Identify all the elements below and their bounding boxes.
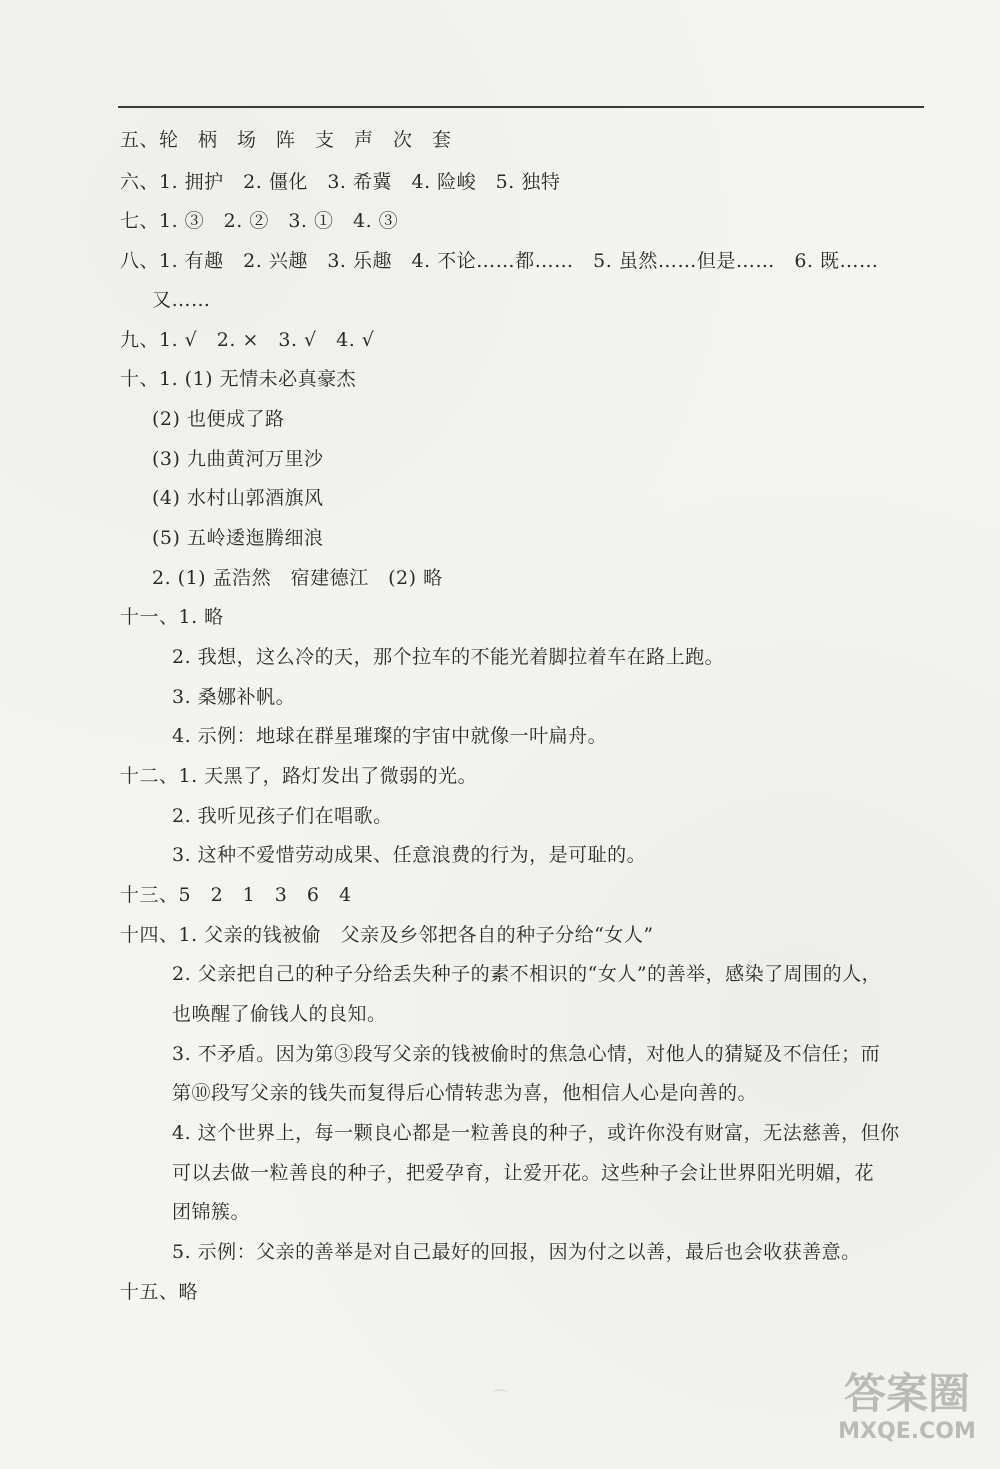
answer-line-6: 六、1. 拥护 2. 僵化 3. 希冀 4. 险峻 5. 独特 bbox=[120, 171, 561, 193]
answer-line-15: 十五、略 bbox=[120, 1281, 199, 1303]
answer-line-5: 五、轮 柄 场 阵 支 声 次 套 bbox=[120, 129, 452, 151]
answer-line-12-3: 3. 这种不爱惜劳动成果、任意浪费的行为，是可耻的。 bbox=[172, 844, 647, 866]
answer-line-14-2-cont: 也唤醒了偷钱人的良知。 bbox=[172, 1003, 387, 1025]
answer-line-10-1-1: 十、1. (1) 无情未必真豪杰 bbox=[120, 368, 357, 390]
page-number-mark: ⌒ bbox=[491, 1388, 508, 1407]
answer-line-11-1: 十一、1. 略 bbox=[120, 606, 224, 628]
site-watermark bbox=[822, 1369, 992, 1459]
answer-line-14-5: 5. 示例：父亲的善举是对自己最好的回报，因为付之以善，最后也会收获善意。 bbox=[172, 1241, 861, 1263]
answer-line-10-1-5: (5) 五岭逶迤腾细浪 bbox=[152, 527, 324, 549]
answer-line-8-cont: 又…… bbox=[152, 289, 211, 311]
answer-line-10-1-4: (4) 水村山郭酒旗风 bbox=[152, 487, 324, 509]
answer-line-12-1: 十二、1. 天黑了，路灯发出了微弱的光。 bbox=[120, 765, 478, 787]
answer-line-11-2: 2. 我想，这么冷的天，那个拉车的不能光着脚拉着车在路上跑。 bbox=[172, 646, 725, 668]
header-rule bbox=[118, 106, 924, 108]
answer-line-8: 八、1. 有趣 2. 兴趣 3. 乐趣 4. 不论……都…… 5. 虽然……但是…… 6. 既…… bbox=[120, 250, 879, 272]
watermark-logo-text: 答案圈 bbox=[843, 1369, 970, 1418]
answer-line-10-2: 2. (1) 孟浩然 宿建德江 (2) 略 bbox=[152, 567, 443, 589]
answer-line-9: 九、1. √ 2. × 3. √ 4. √ bbox=[120, 329, 375, 351]
answer-line-12-2: 2. 我听见孩子们在唱歌。 bbox=[172, 805, 393, 827]
answer-line-14-3: 3. 不矛盾。因为第③段写父亲的钱被偷时的焦急心情，对他人的猜疑及不信任；而 bbox=[172, 1043, 881, 1065]
answer-line-14-2: 2. 父亲把自己的种子分给丢失种子的素不相识的“女人”的善举，感染了周围的人， bbox=[172, 963, 882, 985]
answer-line-14-4-cont: 可以去做一粒善良的种子，把爱孕育，让爱开花。这些种子会让世界阳光明媚，花 bbox=[172, 1162, 875, 1184]
answer-line-14-4-end: 团锦簇。 bbox=[172, 1201, 251, 1223]
answer-line-14-1: 十四、1. 父亲的钱被偷 父亲及乡邻把各自的种子分给“女人” bbox=[120, 924, 654, 946]
answer-line-11-4: 4. 示例：地球在群星璀璨的宇宙中就像一叶扁舟。 bbox=[172, 725, 608, 747]
answer-line-14-4: 4. 这个世界上，每一颗良心都是一粒善良的种子，或许你没有财富，无法慈善，但你 bbox=[172, 1122, 900, 1144]
answer-line-10-1-2: (2) 也便成了路 bbox=[152, 408, 285, 430]
answer-line-14-3-cont: 第⑩段写父亲的钱失而复得后心情转悲为喜，他相信人心是向善的。 bbox=[172, 1082, 758, 1104]
answer-line-13: 十三、5 2 1 3 6 4 bbox=[120, 884, 352, 906]
answer-line-7: 七、1. ③ 2. ② 3. ① 4. ③ bbox=[120, 210, 399, 232]
answer-line-10-1-3: (3) 九曲黄河万里沙 bbox=[152, 448, 324, 470]
watermark-url: MXQE.COM bbox=[838, 1419, 976, 1444]
answer-line-11-3: 3. 桑娜补帆。 bbox=[172, 686, 296, 708]
